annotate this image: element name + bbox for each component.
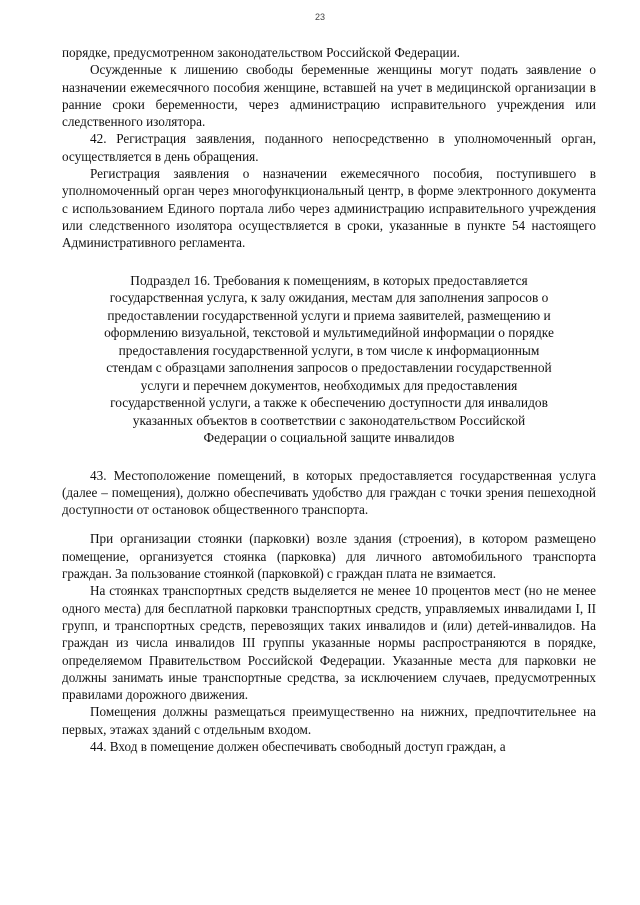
paragraph: Помещения должны размещаться преимущественно на нижних, предпочтительнее на первых, этажах зданий с отдельным входом. bbox=[62, 704, 596, 737]
document-body bbox=[62, 44, 596, 755]
paragraph: Осужденные к лишению свободы беременные женщины могут подать заявление о назначении ежемесячного пособия женщине, вставшей на учет в медицинской организации в ранние сроки беременности, через администрацию исправительного учреждения или следственного изолятора. bbox=[62, 62, 596, 130]
paragraph: 44. Вход в помещение должен обеспечивать свободный доступ граждан, а bbox=[90, 739, 506, 755]
page-number: 23 bbox=[314, 12, 325, 22]
paragraph: На стоянках транспортных средств выделяется не менее 10 процентов мест (но не менее одного места) для бесплатной парковки транспортных средств, управляемых инвалидами I, II групп, и транспортных средств, перевозящих таких инвалидов и (или) детей-инвалидов. На граждан из числа инвалидов III группы указанные нормы распространяются в порядке, определяемом Правительством Российской Федерации. Указанные места для парковки не должны занимать иные транспортные средства, за исключением случаев, предусмотренных правилами дорожного движения. bbox=[62, 583, 596, 703]
paragraph: При организации стоянки (парковки) возле здания (строения), в котором размещено помещение, организуется стоянка (парковка) для личного автомобильного транспорта граждан. За пользование стоянкой (парковкой) с граждан плата не взимается. bbox=[62, 531, 596, 582]
paragraph: 42. Регистрация заявления, поданного непосредственно в уполномоченный орган, осуществляется в день обращения. bbox=[62, 131, 596, 164]
subsection-heading: Подраздел 16. Требования к помещениям, в которых предоставляется государственная услуга, к залу ожидания, местам для заполнения запросов о предоставлении государственной услуги и приема заявителей, размещению и оформлению визуальной, текстовой и мультимедийной информации о порядке предоставления государственной услуги, в том числе к информационным стендам с образцами заполнения запросов о предоставлении государственной услуги и перечнем документов, необходимых для предоставления государственной услуги, а также к обеспечению доступности для инвалидов указанных объектов в соответствии с законодательством Российской Федерации о социальной защите инвалидов bbox=[104, 272, 554, 446]
paragraph: порядке, предусмотренном законодательством Российской Федерации. bbox=[62, 45, 460, 60]
paragraph: Регистрация заявления о назначении ежемесячного пособия, поступившего в уполномоченный орган через многофункциональный центр, в форме электронного документа с использованием Единого портала либо через администрацию исправительного учреждения или следственного изолятора осуществляется в сроки, указанные в пункте 54 настоящего Административного регламента. bbox=[62, 166, 596, 251]
paragraph: 43. Местоположение помещений, в которых предоставляется государственная услуга (далее – помещения), должно обеспечивать удобство для граждан с точки зрения пешеходной доступности от остановок общественного транспорта. bbox=[62, 467, 596, 518]
